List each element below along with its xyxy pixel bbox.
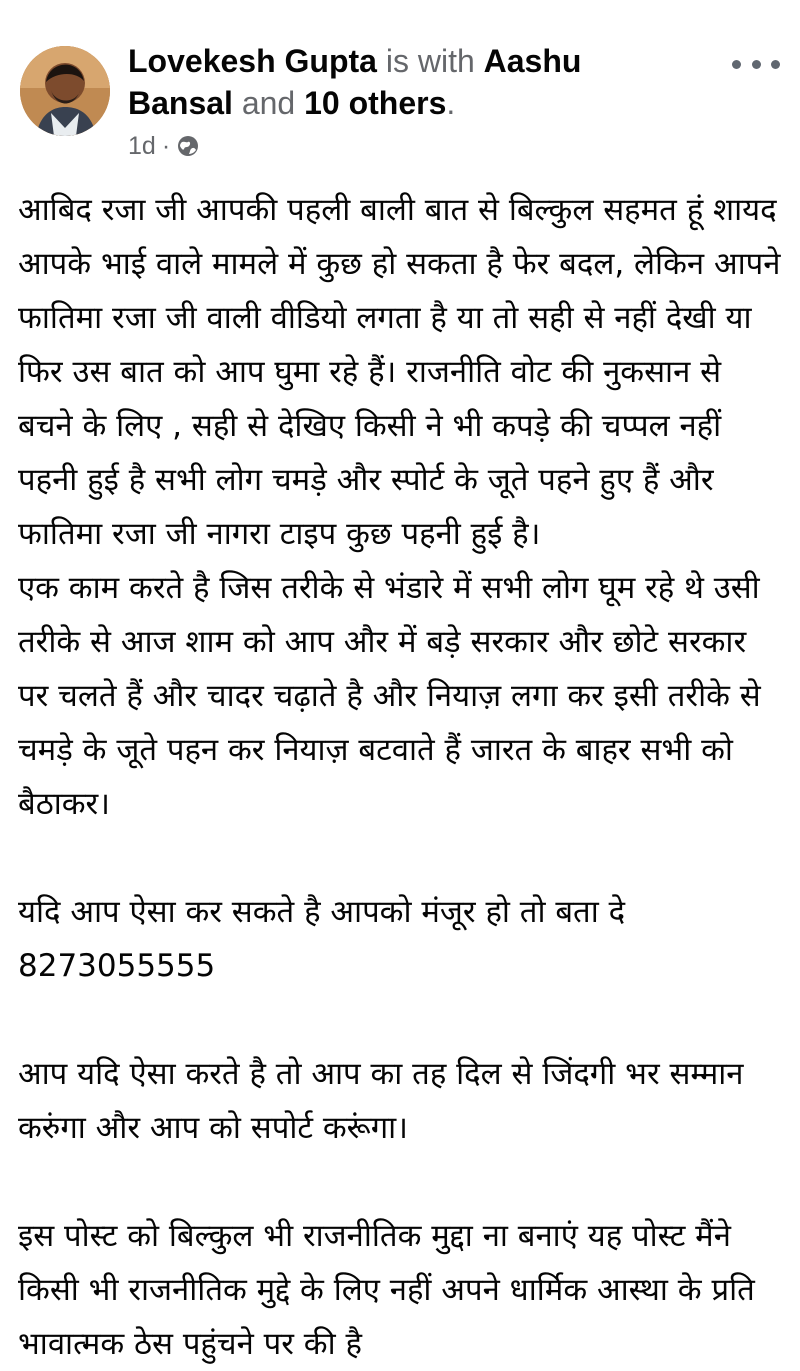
post-paragraph-5: इस पोस्ट को बिल्कुल भी राजनीतिक मुद्दा ना बनाएं यह पोस्ट मैंने किसी भी राजनीतिक मुद्दे के लिए नहीं अपने धार्मिक आस्था के प्रति भावात्मक ठेस पहुंचने पर की है	[18, 1218, 755, 1362]
tagged-name[interactable]: Aashu Bansal	[128, 43, 582, 121]
phone-number[interactable]: 8273055555	[18, 948, 216, 984]
post-body	[18, 183, 784, 1371]
and-text: and	[241, 85, 296, 121]
globe-icon[interactable]	[176, 134, 200, 158]
author-name[interactable]: Lovekesh Gupta	[128, 43, 377, 79]
meta-separator: ·	[161, 131, 171, 160]
paragraph-gap	[18, 993, 784, 1047]
post-paragraph-1: आबिद रजा जी आपकी पहली बाली बात से बिल्कुल सहमत हूं शायद आपके भाई वाले मामले में कुछ हो सकता है फेर बदल, लेकिन आपने फातिमा रजा जी वाली वीडियो लगता है या तो सही से नहीं देखी या फिर उस बात को आप घुमा रहे हैं। राजनीति वोट की नुकसान से बचने के लिए , सही से देखिए किसी ने भी कपड़े की चप्पल नहीं पहनी हुई है सभी लोग चमड़े और स्पोर्ट के जूते पहने हुए हैं और फातिमा रजा जी नागरा टाइप कुछ पहनी हुई है।	[18, 192, 781, 552]
paragraph-gap	[18, 831, 784, 885]
others-link[interactable]: 10 others	[304, 85, 447, 121]
title-period: .	[446, 85, 456, 121]
more-options-icon	[752, 60, 761, 69]
profile-photo	[20, 46, 110, 136]
avatar[interactable]	[20, 46, 110, 136]
more-options-button[interactable]	[732, 48, 780, 80]
paragraph-gap	[18, 1155, 784, 1209]
post-header	[20, 40, 780, 170]
post-paragraph-4: आप यदि ऐसा करते है तो आप का तह दिल से जिंदगी भर सम्मान करुंगा और आप को सपोर्ट करूंगा।	[18, 1056, 744, 1146]
more-options-icon	[732, 60, 741, 69]
post-time[interactable]: 1d	[128, 131, 156, 160]
post-paragraph-3	[18, 885, 784, 993]
with-text: is with	[385, 43, 475, 79]
post-title	[128, 40, 688, 124]
post-meta	[128, 130, 200, 162]
post-paragraph-2: एक काम करते है जिस तरीके से भंडारे में सभी लोग घूम रहे थे उसी तरीके से आज शाम को आप और में बड़े सरकार और छोटे सरकार पर चलते हैं और चादर चढ़ाते है और नियाज़ लगा कर इसी तरीके से चमड़े के जूते पहन कर नियाज़ बटवाते हैं जारत के बाहर सभी को बैठाकर।	[18, 570, 761, 822]
request-text: यदि आप ऐसा कर सकते है आपको मंजूर हो तो बता दे	[18, 894, 626, 930]
more-options-icon	[771, 60, 780, 69]
